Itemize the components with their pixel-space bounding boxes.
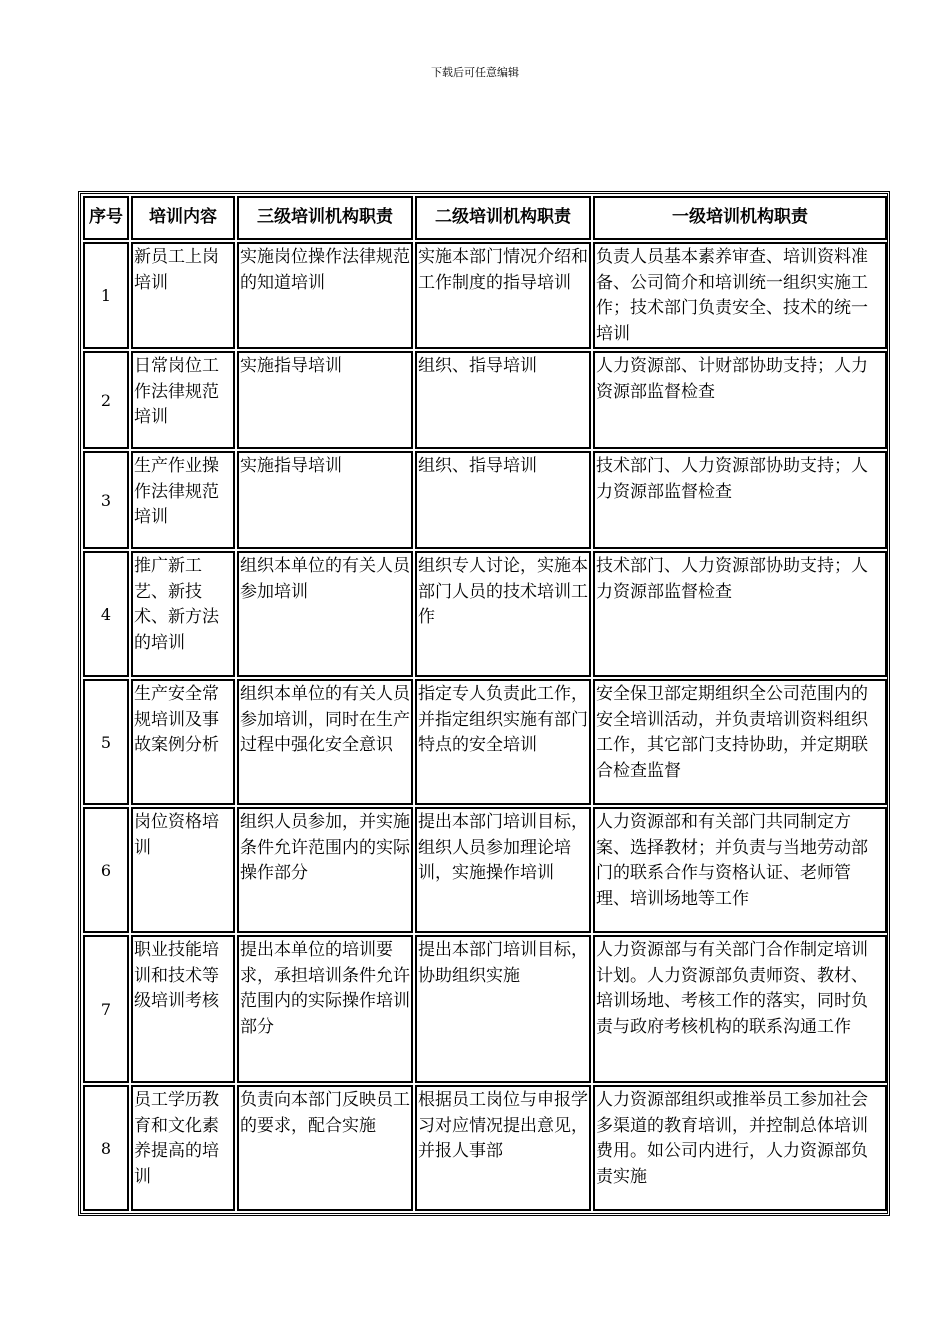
row-index: 6 bbox=[83, 807, 129, 933]
row-index: 8 bbox=[83, 1085, 129, 1211]
row-level3-duty: 实施指导培训 bbox=[237, 451, 413, 549]
row-content: 生产安全常规培训及事故案例分析 bbox=[131, 679, 235, 805]
row-level2-duty: 提出本部门培训目标，协助组织实施 bbox=[415, 935, 591, 1083]
header-note: 下载后可任意编辑 bbox=[431, 66, 519, 79]
row-level3-duty: 实施指导培训 bbox=[237, 351, 413, 449]
row-level3-duty: 组织本单位的有关人员参加培训 bbox=[237, 551, 413, 677]
table-row bbox=[83, 451, 887, 549]
row-level1-duty: 人力资源部、计财部协助支持；人力资源部监督检查 bbox=[593, 351, 887, 449]
table-row bbox=[83, 679, 887, 805]
row-level1-duty: 安全保卫部定期组织全公司范围内的安全培训活动，并负责培训资料组织工作，其它部门支持协助，并定期联合检查监督 bbox=[593, 679, 887, 805]
table-row bbox=[83, 1085, 887, 1211]
header-level1: 一级培训机构职责 bbox=[593, 196, 887, 240]
row-level2-duty: 组织、指导培训 bbox=[415, 451, 591, 549]
row-content: 新员工上岗培训 bbox=[131, 242, 235, 349]
table-row bbox=[83, 551, 887, 677]
row-content: 日常岗位工作法律规范培训 bbox=[131, 351, 235, 449]
table-row bbox=[83, 351, 887, 449]
table-row bbox=[83, 242, 887, 349]
row-level3-duty: 组织本单位的有关人员参加培训，同时在生产过程中强化安全意识 bbox=[237, 679, 413, 805]
row-index: 1 bbox=[83, 242, 129, 349]
row-level1-duty: 人力资源部组织或推举员工参加社会多渠道的教育培训，并控制总体培训费用。如公司内进行，人力资源部负责实施 bbox=[593, 1085, 887, 1211]
row-level1-duty: 人力资源部与有关部门合作制定培训计划。人力资源部负责师资、教材、培训场地、考核工作的落实，同时负责与政府考核机构的联系沟通工作 bbox=[593, 935, 887, 1083]
row-index: 3 bbox=[83, 451, 129, 549]
row-content: 生产作业操作法律规范培训 bbox=[131, 451, 235, 549]
row-level2-duty: 组织专人讨论，实施本部门人员的技术培训工作 bbox=[415, 551, 591, 677]
row-level1-duty: 人力资源部和有关部门共同制定方案、选择教材；并负责与当地劳动部门的联系合作与资格认证、老师管理、培训场地等工作 bbox=[593, 807, 887, 933]
row-index: 5 bbox=[83, 679, 129, 805]
row-index: 4 bbox=[83, 551, 129, 677]
row-level3-duty: 提出本单位的培训要求，承担培训条件允许范围内的实际操作培训部分 bbox=[237, 935, 413, 1083]
row-level2-duty: 根据员工岗位与申报学习对应情况提出意见，并报人事部 bbox=[415, 1085, 591, 1211]
header-level2: 二级培训机构职责 bbox=[415, 196, 591, 240]
header-level3: 三级培训机构职责 bbox=[237, 196, 413, 240]
row-level3-duty: 实施岗位操作法律规范的知道培训 bbox=[237, 242, 413, 349]
row-level1-duty: 技术部门、人力资源部协助支持；人力资源部监督检查 bbox=[593, 551, 887, 677]
row-index: 2 bbox=[83, 351, 129, 449]
header-index: 序号 bbox=[83, 196, 129, 240]
row-content: 员工学历教育和文化素养提高的培训 bbox=[131, 1085, 235, 1211]
table-row bbox=[83, 807, 887, 933]
header-content: 培训内容 bbox=[131, 196, 235, 240]
row-content: 岗位资格培训 bbox=[131, 807, 235, 933]
row-content: 推广新工艺、新技术、新方法的培训 bbox=[131, 551, 235, 677]
row-level2-duty: 组织、指导培训 bbox=[415, 351, 591, 449]
row-level3-duty: 负责向本部门反映员工的要求，配合实施 bbox=[237, 1085, 413, 1211]
row-index: 7 bbox=[83, 935, 129, 1083]
table-header-row bbox=[83, 196, 887, 240]
row-level2-duty: 指定专人负责此工作，并指定组织实施有部门特点的安全培训 bbox=[415, 679, 591, 805]
row-level1-duty: 技术部门、人力资源部协助支持；人力资源部监督检查 bbox=[593, 451, 887, 549]
row-level3-duty: 组织人员参加，并实施条件允许范围内的实际操作部分 bbox=[237, 807, 413, 933]
row-content: 职业技能培训和技术等级培训考核 bbox=[131, 935, 235, 1083]
training-duties-table bbox=[78, 191, 890, 1216]
row-level2-duty: 提出本部门培训目标，组织人员参加理论培训，实施操作培训 bbox=[415, 807, 591, 933]
row-level1-duty: 负责人员基本素养审查、培训资料准备、公司简介和培训统一组织实施工作；技术部门负责安全、技术的统一培训 bbox=[593, 242, 887, 349]
row-level2-duty: 实施本部门情况介绍和工作制度的指导培训 bbox=[415, 242, 591, 349]
table-row bbox=[83, 935, 887, 1083]
